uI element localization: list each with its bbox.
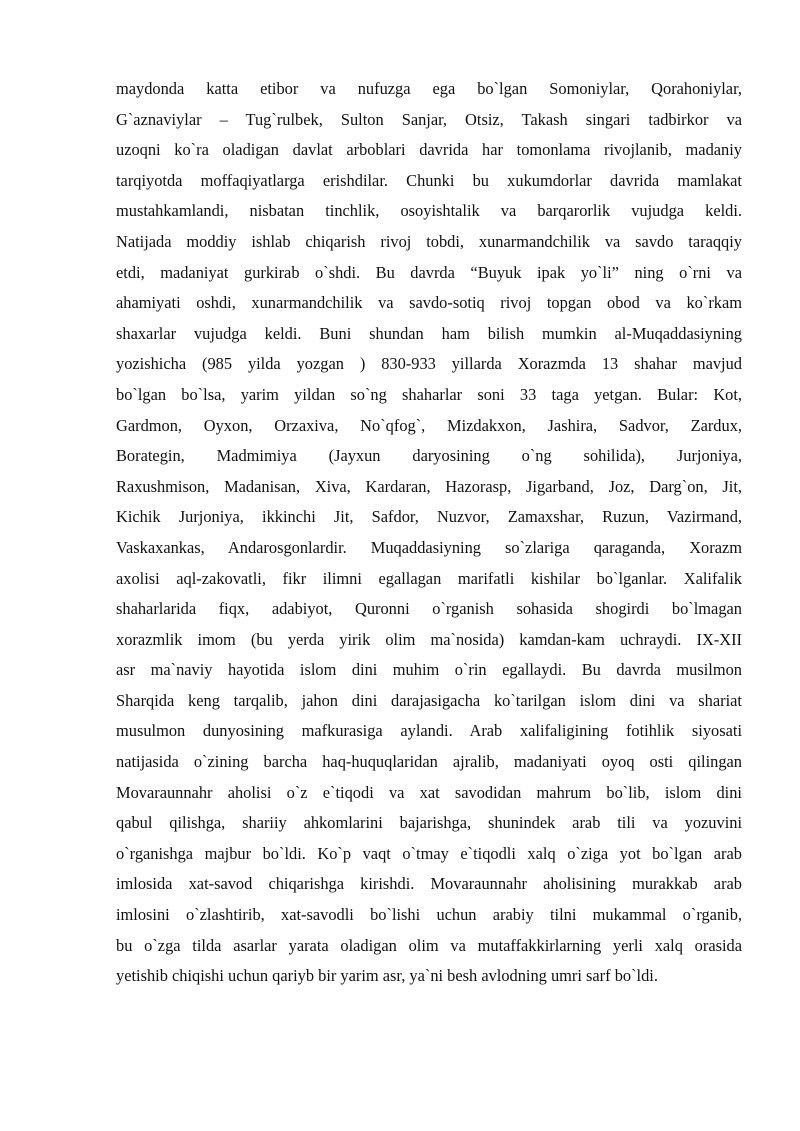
document-page: [116, 74, 742, 992]
text-line: asr ma`naviy hayotida islom dini muhim o`rin egallaydi. Bu davrda musilmon: [116, 660, 742, 680]
text-line: uzoqni ko`ra oladigan davlat arboblari davrida har tomonlama rivojlanib, madaniy: [116, 140, 742, 160]
text-line: Movaraunnahr aholisi o`z e`tiqodi va xat savodidan mahrum bo`lib, islom dini: [116, 782, 742, 802]
text-line: Raxushmison, Madanisan, Xiva, Kardaran, Hazorasp, Jigarband, Joz, Darg`on, Jit,: [116, 476, 742, 496]
body-paragraph: [116, 74, 742, 992]
text-line: o`rganishga majbur bo`ldi. Ko`p vaqt o`tmay e`tiqodli xalq o`ziga yot bo`lgan arab: [116, 843, 742, 863]
text-line: axolisi aql-zakovatli, fikr ilimni egallagan marifatli kishilar bo`lganlar. Xalifalik: [116, 568, 742, 588]
text-line: Gardmon, Oyxon, Orzaxiva, No`qfog`, Mizdakxon, Jashira, Sadvor, Zardux,: [116, 415, 742, 435]
text-line: tarqiyotda moffaqiyatlarga erishdilar. Chunki bu xukumdorlar davrida mamlakat: [116, 170, 742, 190]
text-line: mustahkamlandi, nisbatan tinchlik, osoyishtalik va barqarorlik vujudga keldi.: [116, 201, 742, 221]
text-line: Kichik Jurjoniya, ikkinchi Jit, Safdor, Nuzvor, Zamaxshar, Ruzun, Vazirmand,: [116, 507, 742, 527]
text-line: bu o`zga tilda asarlar yarata oladigan olim va mutaffakkirlarning yerli xalq orasida: [116, 935, 742, 955]
text-line: Vaskaxankas, Andarosgonlardir. Muqaddasiyning so`zlariga qaraganda, Xorazm: [116, 537, 742, 557]
text-line: etdi, madaniyat gurkirab o`shdi. Bu davrda “Buyuk ipak yo`li” ning o`rni va: [116, 262, 742, 282]
text-line: ahamiyati oshdi, xunarmandchilik va savdo-sotiq rivoj topgan obod va ko`rkam: [116, 293, 742, 313]
text-line: imlosida xat-savod chiqarishga kirishdi. Movaraunnahr aholisining murakkab arab: [116, 874, 742, 894]
text-line: Natijada moddiy ishlab chiqarish rivoj tobdi, xunarmandchilik va savdo taraqqiy: [116, 231, 742, 251]
text-line: G`aznaviylar – Tug`rulbek, Sulton Sanjar, Otsiz, Takash singari tadbirkor va: [116, 109, 742, 129]
text-line: imlosini o`zlashtirib, xat-savodli bo`lishi uchun arabiy tilni mukammal o`rganib,: [116, 905, 742, 925]
text-line: Sharqida keng tarqalib, jahon dini darajasigacha ko`tarilgan islom dini va shariat: [116, 690, 742, 710]
text-line: musulmon dunyosining mafkurasiga aylandi. Arab xalifaligining fotihlik siyosati: [116, 721, 742, 741]
text-line: yetishib chiqishi uchun qariyb bir yarim asr, ya`ni besh avlodning umri sarf bo`ldi.: [116, 966, 658, 986]
text-line: qabul qilishga, shariiy ahkomlarini bajarishga, shunindek arab tili va yozuvini: [116, 813, 742, 833]
text-line: xorazmlik imom (bu yerda yirik olim ma`nosida) kamdan-kam uchraydi. IX-XII: [116, 629, 742, 649]
text-line: natijasida o`zining barcha haq-huquqlaridan ajralib, madaniyati oyoq osti qilingan: [116, 752, 742, 772]
text-line: shaxarlar vujudga keldi. Buni shundan ham bilish mumkin al-Muqaddasiyning: [116, 323, 742, 343]
text-line: maydonda katta etibor va nufuzga ega bo`lgan Somoniylar, Qorahoniylar,: [116, 79, 742, 98]
text-line: shaharlarida fiqx, adabiyot, Quronni o`rganish sohasida shogirdi bo`lmagan: [116, 599, 742, 619]
text-line: Borategin, Madmimiya (Jayxun daryosining o`ng sohilida), Jurjoniya,: [116, 446, 742, 466]
text-line: bo`lgan bo`lsa, yarim yildan so`ng shaharlar soni 33 taga yetgan. Bular: Kot,: [116, 384, 742, 404]
text-line: yozishicha (985 yilda yozgan ) 830-933 yillarda Xorazmda 13 shahar mavjud: [116, 354, 742, 374]
